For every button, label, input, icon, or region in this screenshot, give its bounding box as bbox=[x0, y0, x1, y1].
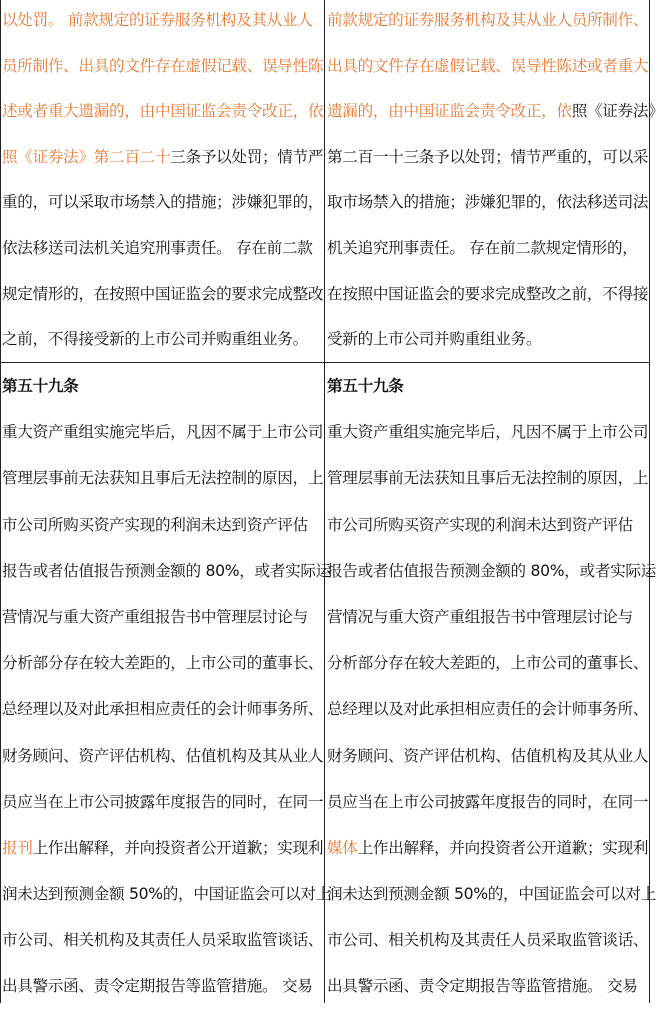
text-segment: 营情况与重大资产重组报告书中管理层讨论与 bbox=[327, 607, 633, 626]
highlighted-text: 出具的文件存在虚假记载、误导性陈述或者重大 bbox=[327, 56, 649, 75]
text-segment: 总经理以及对此承担相应责任的会计师事务所、 bbox=[327, 700, 649, 719]
text-segment: 机关追究刑事责任。 存在前二款规定情形的， bbox=[327, 238, 638, 257]
text-segment: 三条予以处罚；情节严 bbox=[170, 147, 324, 166]
text-line bbox=[327, 871, 656, 917]
text-segment: 报告或者估值报告预测金额的 80%，或者实际运 bbox=[2, 561, 331, 580]
text-segment: 市公司所购买资产实现的利润未达到资产评估 bbox=[2, 515, 308, 534]
text-segment: 重大资产重组实施完毕后，凡因不属于上市公司 bbox=[327, 423, 649, 442]
table-border-right bbox=[649, 0, 650, 1003]
text-line bbox=[327, 135, 647, 181]
highlighted-text: 以处罚。 前款规定的证券服务机构及其从业人 bbox=[2, 11, 313, 29]
text-line bbox=[2, 825, 322, 871]
text-line bbox=[2, 317, 322, 363]
text-line bbox=[327, 89, 663, 135]
text-line bbox=[327, 963, 647, 1009]
article-heading: 第五十九条 bbox=[2, 377, 79, 395]
text-line bbox=[327, 317, 647, 363]
text-segment: 依法移送司法机关追究刑事责任。 存在前二款 bbox=[2, 238, 313, 257]
text-line bbox=[2, 226, 322, 272]
highlighted-text: 媒体 bbox=[327, 838, 358, 857]
text-line bbox=[2, 686, 322, 732]
text-segment: 分析部分存在较大差距的，上市公司的董事长、 bbox=[327, 654, 649, 673]
text-line bbox=[327, 594, 647, 640]
cell-top-right bbox=[327, 0, 663, 362]
text-segment: 受新的上市公司并购重组业务。 bbox=[327, 330, 542, 349]
highlighted-text: 述或者重大遗漏的，由中国证监会责令改正，依 bbox=[2, 102, 324, 121]
text-line bbox=[2, 135, 322, 181]
text-line bbox=[327, 272, 647, 318]
text-line bbox=[327, 733, 647, 779]
text-segment: 上作出解释，并向投资者公开道歉；实现利 bbox=[357, 838, 649, 857]
text-segment: 出具警示函、责令定期报告等监管措施。 交易 bbox=[2, 977, 313, 996]
text-line bbox=[327, 502, 647, 548]
text-line bbox=[2, 917, 322, 963]
text-line bbox=[2, 409, 322, 455]
text-segment: 市公司、相关机构及其责任人员采取监管谈话、 bbox=[327, 931, 649, 950]
text-segment: 重的，可以采取市场禁入的措施；涉嫌犯罪的， bbox=[2, 193, 324, 212]
text-segment: 照《证券法》 bbox=[571, 102, 663, 121]
text-line bbox=[327, 0, 647, 44]
text-line bbox=[327, 44, 647, 90]
text-segment: 分析部分存在较大差距的，上市公司的董事长、 bbox=[2, 654, 324, 673]
text-line bbox=[327, 825, 647, 871]
text-segment: 总经理以及对此承担相应责任的会计师事务所、 bbox=[2, 700, 324, 719]
highlighted-text: 报刊 bbox=[2, 838, 33, 857]
text-line bbox=[2, 44, 322, 90]
text-segment: 重大资产重组实施完毕后，凡因不属于上市公司 bbox=[2, 423, 324, 442]
text-segment: 财务顾问、资产评估机构、估值机构及其从业人 bbox=[2, 746, 324, 765]
highlighted-text: 前款规定的证券服务机构及其从业人员所制作、 bbox=[327, 11, 649, 29]
text-line bbox=[327, 226, 647, 272]
text-line bbox=[2, 272, 322, 318]
text-segment: 之前，不得接受新的上市公司并购重组业务。 bbox=[2, 330, 308, 349]
text-line bbox=[2, 180, 322, 226]
text-line bbox=[327, 548, 656, 594]
highlighted-text: 员所制作、出具的文件存在虚假记载、误导性陈 bbox=[2, 56, 324, 75]
text-line bbox=[2, 640, 322, 686]
text-segment: 管理层事前无法获知且事后无法控制的原因，上 bbox=[327, 469, 649, 488]
text-segment: 规定情形的，在按照中国证监会的要求完成整改 bbox=[2, 284, 324, 303]
text-segment: 管理层事前无法获知且事后无法控制的原因，上 bbox=[2, 469, 324, 488]
text-line bbox=[327, 640, 647, 686]
cell-top-left bbox=[2, 0, 322, 362]
text-line bbox=[327, 455, 647, 501]
highlighted-text: 照《证券法》第二百二十 bbox=[2, 147, 171, 166]
text-segment: 在按照中国证监会的要求完成整改之前，不得接 bbox=[327, 284, 649, 303]
cell-article59-left bbox=[2, 363, 331, 1003]
text-segment: 第二百一十三条予以处罚；情节严重的，可以采 bbox=[327, 147, 649, 166]
text-line bbox=[2, 594, 322, 640]
text-line bbox=[2, 502, 322, 548]
text-segment: 市公司、相关机构及其责任人员采取监管谈话、 bbox=[2, 931, 324, 950]
text-line bbox=[2, 548, 331, 594]
text-segment: 润未达到预测金额 50%的，中国证监会可以对上 bbox=[327, 885, 656, 904]
text-segment: 员应当在上市公司披露年度报告的同时，在同一 bbox=[2, 792, 324, 811]
text-segment: 润未达到预测金额 50%的，中国证监会可以对上 bbox=[2, 885, 331, 904]
text-line bbox=[2, 963, 322, 1009]
text-segment: 营情况与重大资产重组报告书中管理层讨论与 bbox=[2, 607, 308, 626]
text-line bbox=[2, 733, 322, 779]
text-line bbox=[2, 89, 322, 135]
text-line bbox=[2, 363, 322, 409]
article-heading: 第五十九条 bbox=[327, 377, 404, 395]
text-line bbox=[327, 180, 647, 226]
text-segment: 员应当在上市公司披露年度报告的同时，在同一 bbox=[327, 792, 649, 811]
text-segment: 出具警示函、责令定期报告等监管措施。 交易 bbox=[327, 977, 638, 996]
text-line bbox=[327, 917, 647, 963]
text-line bbox=[2, 0, 322, 44]
cell-article59-right bbox=[327, 363, 656, 1003]
text-line bbox=[327, 779, 647, 825]
text-line bbox=[327, 686, 647, 732]
text-line bbox=[327, 409, 647, 455]
text-segment: 取市场禁入的措施；涉嫌犯罪的，依法移送司法 bbox=[327, 193, 649, 212]
highlighted-text: 遗漏的，由中国证监会责令改正，依 bbox=[327, 102, 572, 121]
text-segment: 上作出解释，并向投资者公开道歉；实现利 bbox=[32, 838, 324, 857]
text-segment: 报告或者估值报告预测金额的 80%，或者实际运 bbox=[327, 561, 656, 580]
text-segment: 财务顾问、资产评估机构、估值机构及其从业人 bbox=[327, 746, 649, 765]
text-line bbox=[2, 779, 322, 825]
text-line bbox=[2, 871, 331, 917]
text-line bbox=[2, 455, 322, 501]
column-divider bbox=[324, 0, 325, 1003]
text-line bbox=[327, 363, 647, 409]
text-segment: 市公司所购买资产实现的利润未达到资产评估 bbox=[327, 515, 633, 534]
table-border-left bbox=[0, 0, 1, 1003]
